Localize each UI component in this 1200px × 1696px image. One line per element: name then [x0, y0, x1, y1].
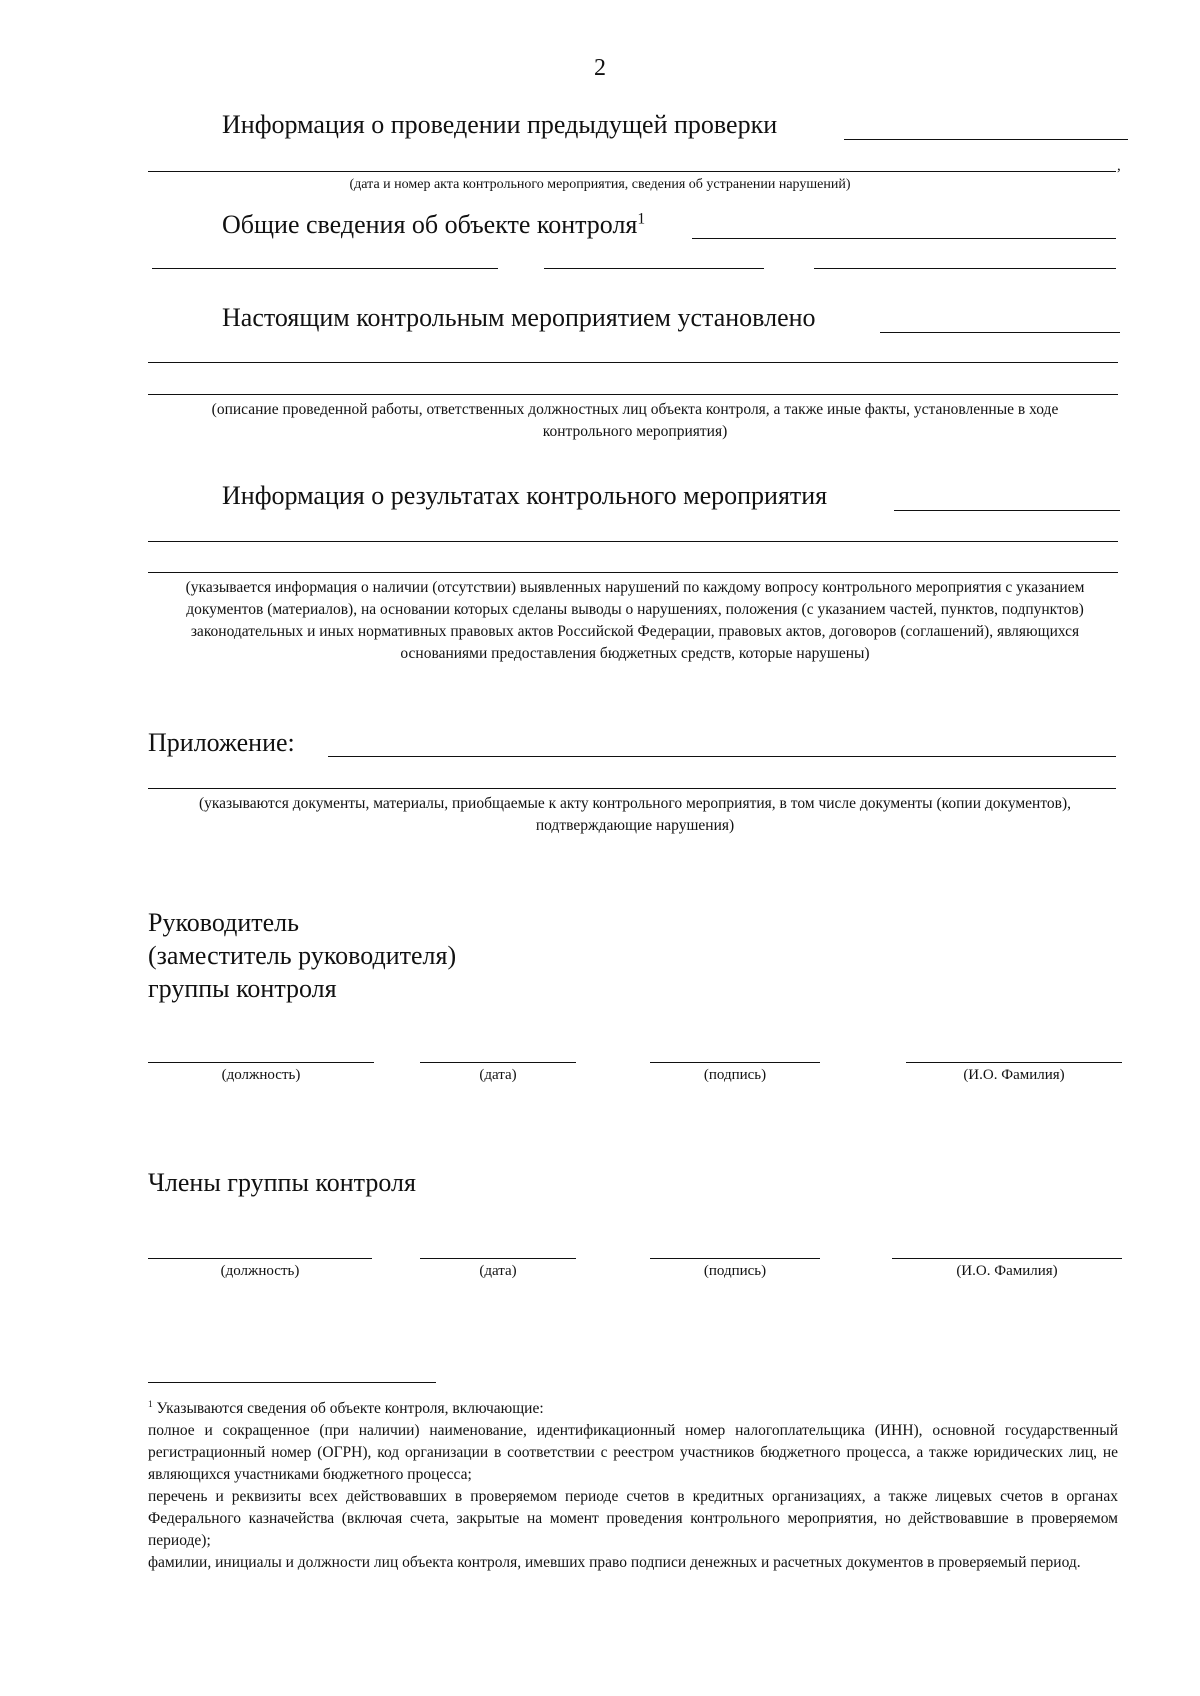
leader-date-field — [420, 1062, 576, 1084]
object-info-fill-line-2c — [814, 268, 1116, 269]
member-name-line — [892, 1258, 1122, 1259]
leader-date-line — [420, 1062, 576, 1063]
results-caption: (указывается информация о наличии (отсутствии) выявленных нарушений по каждому вопросу контрольного мероприятия с указанием документов (материалов), на основании которых сделаны выводы о нарушениях, положения (с указанием частей, пунктов, подпунктов) законодательных и иных нормативных правовых актов Российской Федерации, правовых актов, договоров (соглашений), являющихся основаниями предоставления бюджетных средств, которые нарушены) — [185, 579, 1085, 662]
member-name-field — [892, 1258, 1122, 1280]
footnote-paragraph-2: перечень и реквизиты всех действовавших в проверяемом периоде счетов в кредитных организациях, а также лицевых счетов в органах Федерального казначейства (включая счета, закрытые на момент проведения контрольного мероприятия, но действовавшие в проверяемом периоде); — [148, 1488, 1118, 1549]
previous-check-fill-line-2 — [148, 171, 1116, 172]
member-position-label: (должность) — [220, 1263, 300, 1279]
results-fill-line-3 — [148, 572, 1118, 573]
object-info-fill-line-2b — [544, 268, 764, 269]
object-info-heading-text: Общие сведения об объекте контроля — [222, 210, 638, 239]
footnote-separator — [148, 1382, 436, 1383]
leader-title-line-3: группы контроля — [148, 974, 337, 1003]
member-date-line — [420, 1258, 576, 1259]
member-signature-line — [650, 1258, 820, 1259]
leader-title-line-1: Руководитель — [148, 908, 299, 937]
footnote-paragraph-1: полное и сокращенное (при наличии) наименование, идентификационный номер налогоплательщика (ИНН), основной государственный регистрационный номер (ОГРН), код организации в соответствии с реестром участников бюджетного процесса, а также юридических лиц, не являющихся участниками бюджетного процесса; — [148, 1422, 1118, 1483]
member-date-field — [420, 1258, 576, 1280]
footnote — [148, 1398, 1118, 1574]
leader-name-field — [906, 1062, 1122, 1084]
established-fill-line — [880, 332, 1120, 333]
member-position-line — [148, 1258, 372, 1259]
leader-date-label: (дата) — [479, 1067, 517, 1083]
results-heading: Информация о результатах контрольного мероприятия — [222, 481, 828, 510]
page-number: 2 — [594, 55, 606, 81]
established-fill-line-2 — [148, 362, 1118, 363]
established-fill-line-3 — [148, 394, 1118, 395]
results-fill-line-2 — [148, 541, 1118, 542]
leader-position-field — [148, 1062, 374, 1084]
leader-name-line — [906, 1062, 1122, 1063]
previous-check-heading: Информация о проведении предыдущей проверки — [222, 110, 778, 139]
object-info-fill-line — [692, 238, 1116, 239]
leader-position-label: (должность) — [221, 1067, 301, 1083]
member-position-field — [148, 1258, 372, 1280]
footnote-intro-text: Указываются сведения об объекте контроля, включающие: — [156, 1400, 544, 1417]
established-heading: Настоящим контрольным мероприятием установлено — [222, 303, 816, 332]
leader-signature-label: (подпись) — [703, 1067, 767, 1083]
footnote-mark: 1 — [148, 1399, 153, 1410]
footnote-reference: 1 — [637, 210, 646, 228]
previous-check-fill-line — [844, 139, 1128, 140]
appendix-fill-line-2 — [148, 788, 1116, 789]
leader-position-line — [148, 1062, 374, 1063]
established-caption: (описание проведенной работы, ответственных должностных лиц объекта контроля, а также иные факты, установленные в ходе контрольного мероприятия) — [211, 401, 1059, 440]
leader-signature-line — [650, 1062, 820, 1063]
leader-signature-field — [650, 1062, 820, 1084]
previous-check-caption: (дата и номер акта контрольного мероприятия, сведения об устранении нарушений) — [349, 177, 851, 192]
object-info-fill-line-2a — [152, 268, 498, 269]
footnote-paragraph-3: фамилии, инициалы и должности лиц объекта контроля, имевших право подписи денежных и расчетных документов в проверяемый период. — [148, 1554, 1081, 1571]
member-date-label: (дата) — [479, 1263, 517, 1279]
previous-check-trailing-comma: , — [1117, 158, 1121, 174]
members-title: Члены группы контроля — [148, 1168, 416, 1197]
appendix-caption: (указываются документы, материалы, приобщаемые к акту контрольного мероприятия, в том числе документы (копии документов), подтверждающие нарушения) — [198, 795, 1072, 834]
member-name-label: (И.О. Фамилия) — [956, 1263, 1058, 1279]
member-signature-label: (подпись) — [703, 1263, 767, 1279]
footnote-intro — [148, 1398, 1118, 1420]
appendix-fill-line — [328, 756, 1116, 757]
leader-name-label: (И.О. Фамилия) — [963, 1067, 1065, 1083]
member-signature-field — [650, 1258, 820, 1280]
object-info-heading — [222, 210, 645, 240]
results-fill-line — [894, 510, 1120, 511]
appendix-heading: Приложение: — [148, 728, 295, 757]
leader-title-line-2: (заместитель руководителя) — [148, 941, 457, 970]
